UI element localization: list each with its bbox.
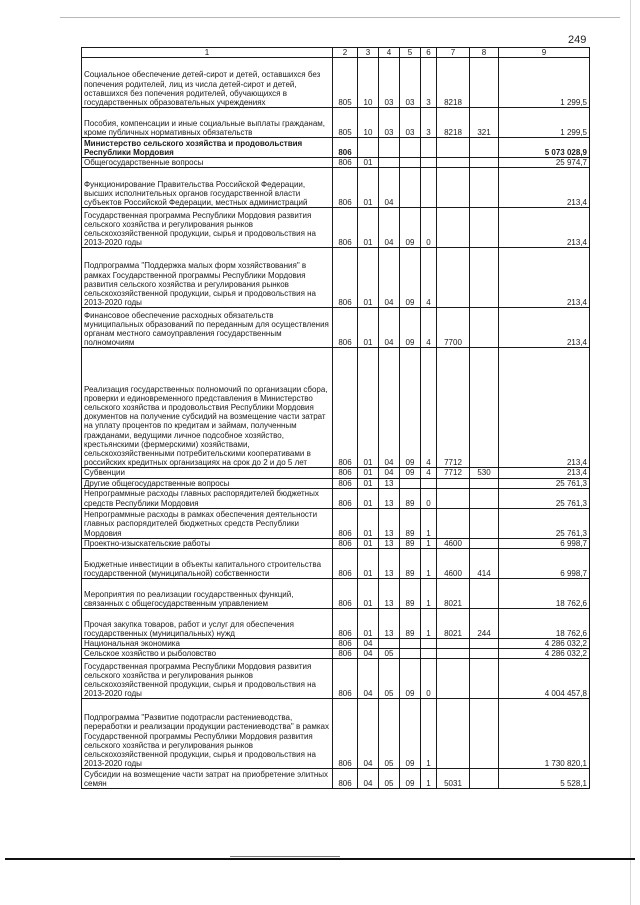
row-code: 4600 xyxy=(437,538,470,548)
col-header: 2 xyxy=(333,48,358,58)
row-code xyxy=(379,158,400,168)
row-code: 13 xyxy=(379,488,400,508)
row-name: Мероприятия по реализации государственных функций, связанных с общегосударственным управлением xyxy=(82,579,333,609)
col-header: 5 xyxy=(400,48,421,58)
row-name: Пособия, компенсации и иные социальные выплаты гражданам, кроме публичных нормативных обязательств xyxy=(82,108,333,138)
row-code xyxy=(470,158,499,168)
page-number: 249 xyxy=(568,34,587,46)
row-code: 8218 xyxy=(437,58,470,108)
row-code: 3 xyxy=(421,58,437,108)
row-code xyxy=(470,488,499,508)
row-code: 05 xyxy=(379,659,400,699)
row-code: 806 xyxy=(333,488,358,508)
row-code: 04 xyxy=(358,649,379,659)
row-code xyxy=(470,579,499,609)
row-code: 1 xyxy=(421,609,437,639)
row-code: 806 xyxy=(333,208,358,248)
row-name: Министерство сельского хозяйства и продовольствия Республики Мордовия xyxy=(82,138,333,158)
row-code: 806 xyxy=(333,478,358,488)
row-code: 806 xyxy=(333,649,358,659)
row-code xyxy=(470,639,499,649)
row-code: 04 xyxy=(379,348,400,468)
row-code: 01 xyxy=(358,538,379,548)
col-header: 4 xyxy=(379,48,400,58)
row-code xyxy=(421,478,437,488)
row-code: 13 xyxy=(379,508,400,538)
table-row xyxy=(82,158,590,168)
row-code xyxy=(421,639,437,649)
row-code: 05 xyxy=(379,699,400,769)
row-sum: 6 998,7 xyxy=(499,538,590,548)
row-code xyxy=(437,158,470,168)
table-row xyxy=(82,248,590,308)
row-code: 01 xyxy=(358,488,379,508)
row-sum: 18 762,6 xyxy=(499,579,590,609)
row-sum: 213,4 xyxy=(499,468,590,478)
row-code: 4 xyxy=(421,348,437,468)
row-code: 321 xyxy=(470,108,499,138)
row-sum: 1 299,5 xyxy=(499,58,590,108)
row-code: 04 xyxy=(379,308,400,348)
row-code: 806 xyxy=(333,579,358,609)
row-code: 806 xyxy=(333,138,358,158)
row-name: Непрограммные расходы главных распорядителей бюджетных средств Республики Мордовия xyxy=(82,488,333,508)
row-sum: 25 761,3 xyxy=(499,478,590,488)
row-code: 0 xyxy=(421,488,437,508)
row-sum: 1 299,5 xyxy=(499,108,590,138)
row-sum: 5 528,1 xyxy=(499,769,590,789)
table-row xyxy=(82,478,590,488)
row-code: 03 xyxy=(379,108,400,138)
row-name: Общегосударственные вопросы xyxy=(82,158,333,168)
row-code: 09 xyxy=(400,348,421,468)
row-sum: 213,4 xyxy=(499,308,590,348)
row-name: Национальная экономика xyxy=(82,639,333,649)
row-code xyxy=(470,138,499,158)
row-code: 806 xyxy=(333,639,358,649)
col-header: 7 xyxy=(437,48,470,58)
row-code: 01 xyxy=(358,308,379,348)
row-code: 01 xyxy=(358,248,379,308)
row-code xyxy=(470,699,499,769)
row-code: 01 xyxy=(358,208,379,248)
row-code: 806 xyxy=(333,538,358,548)
budget-table xyxy=(81,47,590,789)
row-name: Реализация государственных полномочий по организации сбора, проверки и единовременного представления в Министерство сельского хозяйства и продовольствия Республики Мордовия документов на получение субсидий на возмещение части затрат на уплату процентов по кредитам и займам, полученным гражданами, ведущими личное подсобное хозяйство, крестьянскими (фермерскими) хозяйствами, сельскохозяйственными потребительскими кооперативами в российских кредитных организациях на срок до 2 и до 5 лет xyxy=(82,348,333,468)
row-code xyxy=(400,168,421,208)
row-code: 244 xyxy=(470,609,499,639)
row-code xyxy=(421,168,437,208)
scan-artifact xyxy=(230,856,340,857)
row-code: 01 xyxy=(358,468,379,478)
row-name: Функционирование Правительства Российской Федерации, высших исполнительных органов государственной власти субъектов Российской Федерации, местных администраций xyxy=(82,168,333,208)
row-code xyxy=(470,168,499,208)
row-sum: 6 998,7 xyxy=(499,549,590,579)
row-code xyxy=(470,348,499,468)
row-sum: 1 730 820,1 xyxy=(499,699,590,769)
table-row xyxy=(82,579,590,609)
row-sum: 213,4 xyxy=(499,348,590,468)
row-code: 806 xyxy=(333,158,358,168)
table-row xyxy=(82,609,590,639)
row-name: Государственная программа Республики Мордовия развития сельского хозяйства и регулирования рынков сельскохозяйственной продукции, сырья и продовольствия на 2013-2020 годы xyxy=(82,659,333,699)
table-row xyxy=(82,468,590,478)
row-code: 01 xyxy=(358,549,379,579)
row-code: 01 xyxy=(358,158,379,168)
row-code xyxy=(379,138,400,158)
row-code: 01 xyxy=(358,168,379,208)
row-code: 806 xyxy=(333,549,358,579)
row-code: 89 xyxy=(400,579,421,609)
table-row xyxy=(82,168,590,208)
row-code: 04 xyxy=(358,659,379,699)
row-code: 89 xyxy=(400,609,421,639)
row-code: 01 xyxy=(358,579,379,609)
row-code xyxy=(437,508,470,538)
row-code: 806 xyxy=(333,508,358,538)
row-code: 1 xyxy=(421,579,437,609)
row-code: 13 xyxy=(379,549,400,579)
table-row xyxy=(82,138,590,158)
row-code: 806 xyxy=(333,348,358,468)
col-header: 6 xyxy=(421,48,437,58)
row-name: Сельское хозяйство и рыболовство xyxy=(82,649,333,659)
row-code xyxy=(358,138,379,158)
row-sum: 18 762,6 xyxy=(499,609,590,639)
row-code xyxy=(470,659,499,699)
row-code: 806 xyxy=(333,769,358,789)
row-code: 04 xyxy=(358,769,379,789)
row-code: 806 xyxy=(333,468,358,478)
table-row xyxy=(82,659,590,699)
row-name: Непрограммные расходы в рамках обеспечения деятельности главных распорядителей бюджетных средств Республики Мордовия xyxy=(82,508,333,538)
row-code xyxy=(437,248,470,308)
row-code: 1 xyxy=(421,699,437,769)
row-code: 01 xyxy=(358,478,379,488)
row-code xyxy=(437,138,470,158)
row-code xyxy=(437,649,470,659)
row-code xyxy=(470,649,499,659)
row-code: 04 xyxy=(358,699,379,769)
row-code: 89 xyxy=(400,549,421,579)
row-code: 03 xyxy=(379,58,400,108)
table-row xyxy=(82,108,590,138)
row-code xyxy=(400,478,421,488)
row-code: 10 xyxy=(358,108,379,138)
row-code: 03 xyxy=(400,58,421,108)
row-name: Проектно-изыскательские работы xyxy=(82,538,333,548)
row-code xyxy=(421,158,437,168)
scan-right-edge xyxy=(630,0,631,905)
row-code xyxy=(470,508,499,538)
row-code: 04 xyxy=(379,248,400,308)
row-code: 01 xyxy=(358,348,379,468)
row-code xyxy=(470,769,499,789)
row-code: 8218 xyxy=(437,108,470,138)
row-code xyxy=(437,639,470,649)
row-code: 4 xyxy=(421,308,437,348)
row-sum: 213,4 xyxy=(499,168,590,208)
row-sum: 4 286 032,2 xyxy=(499,649,590,659)
row-code: 10 xyxy=(358,58,379,108)
row-code: 7700 xyxy=(437,308,470,348)
row-code: 09 xyxy=(400,468,421,478)
row-sum: 25 974,7 xyxy=(499,158,590,168)
row-code: 8021 xyxy=(437,579,470,609)
row-code: 805 xyxy=(333,58,358,108)
table-row xyxy=(82,348,590,468)
row-code: 89 xyxy=(400,508,421,538)
row-code: 414 xyxy=(470,549,499,579)
row-code: 04 xyxy=(379,468,400,478)
table-row xyxy=(82,639,590,649)
row-name: Подпрограмма "Развитие подотрасли растениеводства, переработки и реализации продукции растениеводства" в рамках Государственной программы Республики Мордовия развития сельского хозяйства и регулирования рынков сельскохозяйственной продукции, сырья и продовольствия на 2013-2020 годы xyxy=(82,699,333,769)
row-code xyxy=(437,488,470,508)
table-row xyxy=(82,208,590,248)
table-row xyxy=(82,308,590,348)
row-code xyxy=(470,208,499,248)
row-code xyxy=(400,158,421,168)
row-code: 806 xyxy=(333,248,358,308)
row-code: 09 xyxy=(400,659,421,699)
row-code xyxy=(470,58,499,108)
row-code: 13 xyxy=(379,579,400,609)
table-row xyxy=(82,769,590,789)
row-code: 530 xyxy=(470,468,499,478)
row-code: 09 xyxy=(400,308,421,348)
row-name: Бюджетные инвестиции в объекты капитального строительства государственной (муниципальной) собственности xyxy=(82,549,333,579)
row-code: 09 xyxy=(400,699,421,769)
row-code xyxy=(379,639,400,649)
row-code: 4 xyxy=(421,248,437,308)
row-code xyxy=(437,699,470,769)
row-name: Субвенции xyxy=(82,468,333,478)
row-code: 806 xyxy=(333,699,358,769)
row-name: Государственная программа Республики Мордовия развития сельского хозяйства и регулирования рынков сельскохозяйственной продукции, сырья и продовольствия на 2013-2020 годы xyxy=(82,208,333,248)
row-code: 0 xyxy=(421,659,437,699)
row-code: 806 xyxy=(333,609,358,639)
row-name: Субсидии на возмещение части затрат на приобретение элитных семян xyxy=(82,769,333,789)
row-code: 1 xyxy=(421,769,437,789)
row-sum: 213,4 xyxy=(499,248,590,308)
table-row xyxy=(82,538,590,548)
row-code: 1 xyxy=(421,538,437,548)
row-code: 0 xyxy=(421,208,437,248)
row-code: 03 xyxy=(400,108,421,138)
row-name: Другие общегосударственные вопросы xyxy=(82,478,333,488)
row-code: 01 xyxy=(358,609,379,639)
header-row xyxy=(82,48,590,58)
scan-top-edge xyxy=(60,17,620,18)
row-code xyxy=(437,168,470,208)
table-row xyxy=(82,58,590,108)
row-code: 09 xyxy=(400,769,421,789)
row-code xyxy=(421,649,437,659)
row-code xyxy=(470,248,499,308)
row-code: 04 xyxy=(379,168,400,208)
row-code: 806 xyxy=(333,659,358,699)
row-code: 7712 xyxy=(437,348,470,468)
col-header: 9 xyxy=(499,48,590,58)
table-row xyxy=(82,649,590,659)
row-code xyxy=(400,649,421,659)
row-code: 04 xyxy=(379,208,400,248)
row-code: 806 xyxy=(333,168,358,208)
scan-bottom-edge xyxy=(5,858,635,860)
row-code: 13 xyxy=(379,609,400,639)
row-code: 3 xyxy=(421,108,437,138)
row-code: 4 xyxy=(421,468,437,478)
row-code: 5031 xyxy=(437,769,470,789)
row-code: 01 xyxy=(358,508,379,538)
row-code: 05 xyxy=(379,649,400,659)
col-header: 3 xyxy=(358,48,379,58)
row-code: 4600 xyxy=(437,549,470,579)
row-code: 89 xyxy=(400,488,421,508)
row-code: 8021 xyxy=(437,609,470,639)
row-code: 7712 xyxy=(437,468,470,478)
row-sum: 25 761,3 xyxy=(499,508,590,538)
table-body xyxy=(82,58,590,789)
row-name: Финансовое обеспечение расходных обязательств муниципальных образований по переданным для осуществления органам местного самоуправления государственным полномочиям xyxy=(82,308,333,348)
row-code xyxy=(470,478,499,488)
row-code: 05 xyxy=(379,769,400,789)
col-header: 8 xyxy=(470,48,499,58)
row-code: 1 xyxy=(421,508,437,538)
row-code: 805 xyxy=(333,108,358,138)
table-row xyxy=(82,508,590,538)
table-row xyxy=(82,549,590,579)
row-code: 09 xyxy=(400,248,421,308)
row-code: 89 xyxy=(400,538,421,548)
row-code: 806 xyxy=(333,308,358,348)
row-code xyxy=(437,659,470,699)
row-code: 13 xyxy=(379,478,400,488)
row-sum: 25 761,3 xyxy=(499,488,590,508)
table-row xyxy=(82,488,590,508)
row-code xyxy=(437,478,470,488)
row-code: 09 xyxy=(400,208,421,248)
row-code xyxy=(400,138,421,158)
row-code: 13 xyxy=(379,538,400,548)
row-name: Прочая закупка товаров, работ и услуг для обеспечения государственных (муниципальных) нужд xyxy=(82,609,333,639)
table-row xyxy=(82,699,590,769)
row-sum: 213,4 xyxy=(499,208,590,248)
row-code xyxy=(437,208,470,248)
row-code: 04 xyxy=(358,639,379,649)
row-code xyxy=(400,639,421,649)
row-sum: 4 286 032,2 xyxy=(499,639,590,649)
row-name: Подпрограмма "Поддержка малых форм хозяйствования" в рамках Государственной программы Республики Мордовия развития сельского хозяйства и регулирования рынков сельскохозяйственной продукции, сырья и продовольствия на 2013-2020 годы xyxy=(82,248,333,308)
row-sum: 4 004 457,8 xyxy=(499,659,590,699)
row-code xyxy=(470,538,499,548)
row-sum: 5 073 028,9 xyxy=(499,138,590,158)
row-code: 1 xyxy=(421,549,437,579)
row-code xyxy=(421,138,437,158)
row-name: Социальное обеспечение детей-сирот и детей, оставшихся без попечения родителей, лиц из числа детей-сирот и детей, оставшихся без попечения родителей, обучающихся в государственных образовательных учреждениях xyxy=(82,58,333,108)
col-header: 1 xyxy=(82,48,333,58)
row-code xyxy=(470,308,499,348)
